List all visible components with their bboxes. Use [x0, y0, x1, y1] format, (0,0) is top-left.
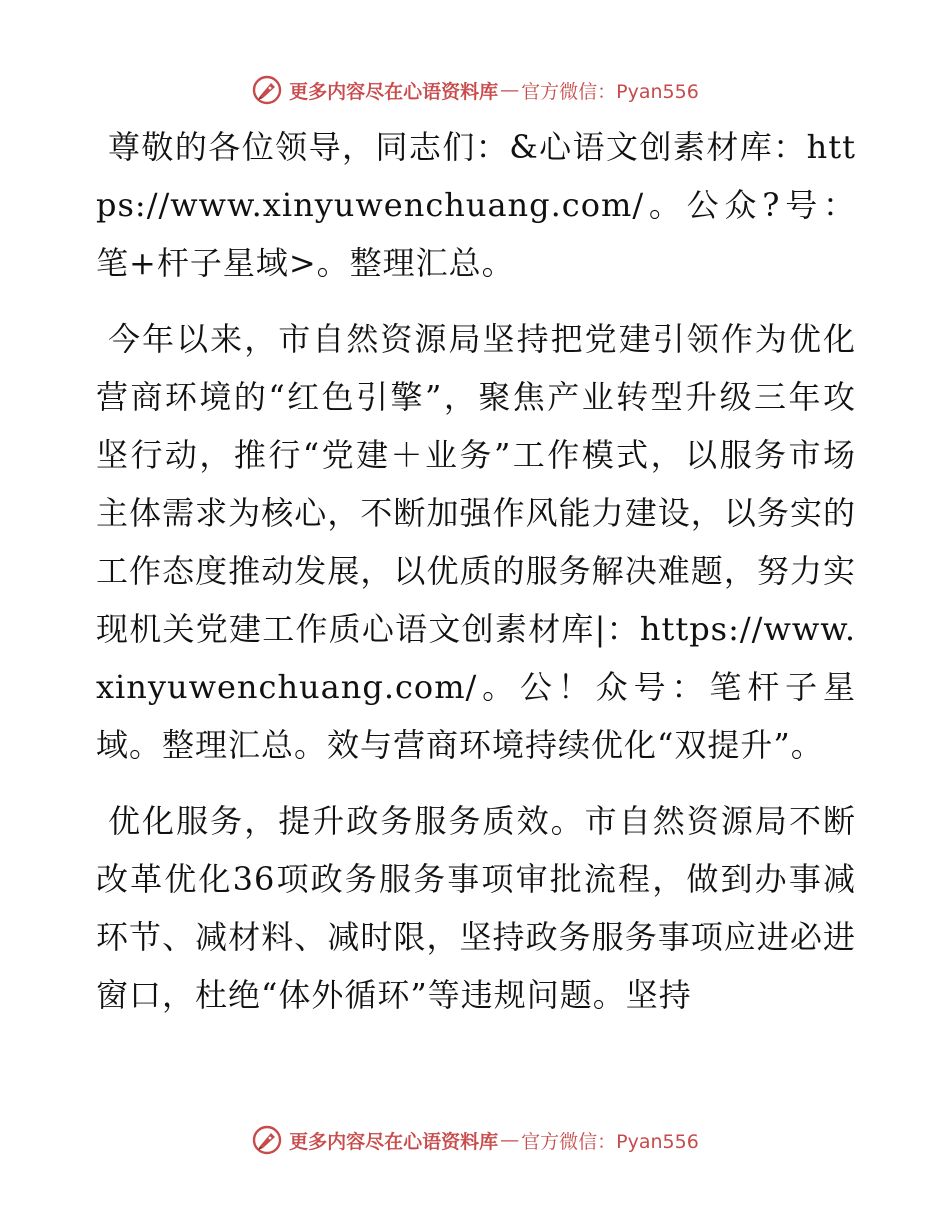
paragraph-overview: 今年以来，市自然资源局坚持把党建引领作为优化营商环境的“红色引擎”，聚焦产业转型升级三年攻坚行动，推行“党建＋业务”工作模式，以服务市场主体需求为核心，不断加强作风能力建设，以务实的工作态度推动发展，以优质的服务解决难题，努力实现机关党建工作质心语文创素材库|：https://www.xinyuwenchuang.com/。公！众号：笔杆子星域。整理汇总。效与营商环境持续优化“双提升”。: [96, 320, 856, 764]
header-banner-wechat: 官方微信：Pyan556: [521, 80, 699, 103]
header-banner-separator: —: [500, 79, 520, 101]
footer-banner: [0, 1120, 950, 1160]
pen-nib-logo-icon: [251, 74, 283, 106]
header-banner-text: 更多内容尽在心语资料库: [289, 80, 499, 103]
footer-banner-separator: —: [500, 1129, 520, 1151]
header-banner: [0, 70, 950, 110]
paragraph-greeting: 尊敬的各位领导，同志们：&心语文创素材库：https://www.xinyuwenchuang.com/。公众?号：笔+杆子星域>。整理汇总。: [96, 128, 856, 282]
footer-banner-wechat: 官方微信：Pyan556: [521, 1130, 699, 1153]
pen-nib-logo-icon: [251, 1124, 283, 1156]
footer-banner-text: 更多内容尽在心语资料库: [289, 1130, 499, 1153]
document-body: [96, 118, 856, 1042]
paragraph-service: 优化服务，提升政务服务质效。市自然资源局不断改革优化36项政务服务事项审批流程，做到办事减环节、减材料、减时限，坚持政务服务事项应进必进窗口，杜绝“体外循环”等违规问题。坚持: [96, 802, 856, 1014]
